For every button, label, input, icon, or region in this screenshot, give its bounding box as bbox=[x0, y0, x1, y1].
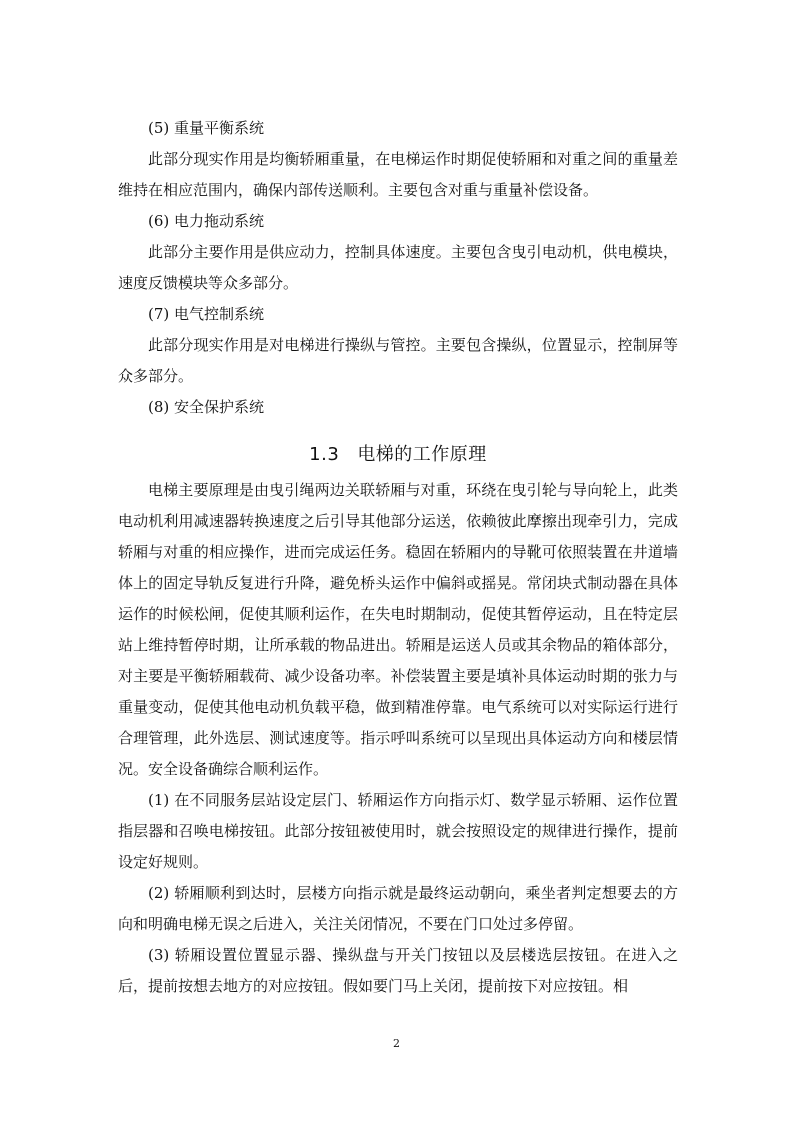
list-item: (5) 重量平衡系统 bbox=[148, 119, 265, 137]
paragraph: 此部分现实作用是对电梯进行操纵与管控。主要包含操纵，位置显示，控制屏等众多部分。 bbox=[118, 336, 678, 385]
page-content bbox=[118, 113, 678, 1002]
list-item: (6) 电力拖动系统 bbox=[148, 212, 265, 230]
section-heading bbox=[118, 437, 678, 473]
paragraph: 此部分现实作用是均衡轿厢重量，在电梯运作时期促使轿厢和对重之间的重量差维持在相应范围内，确保内部传送顺利。主要包含对重与重量补偿设备。 bbox=[118, 150, 678, 199]
paragraph: (3) 轿厢设置位置显示器、操纵盘与开关门按钮以及层楼选层按钮。在进入之后，提前按想去地方的对应按钮。假如要门马上关闭，提前按下对应按钮。相 bbox=[118, 946, 678, 995]
list-item: (8) 安全保护系统 bbox=[148, 398, 265, 416]
paragraph: 此部分主要作用是供应动力，控制具体速度。主要包含曳引电动机，供电模块，速度反馈模块等众多部分。 bbox=[118, 243, 678, 292]
section-number: 1.3 bbox=[309, 444, 340, 465]
paragraph: 电梯主要原理是由曳引绳两边关联轿厢与对重，环绕在曳引轮与导向轮上，此类电动机利用减速器转换速度之后引导其他部分运送，依赖彼此摩擦出现牵引力，完成轿厢与对重的相应操作，进而完成运任务。稳固在轿厢内的导靴可依照装置在井道墙体上的固定导轨反复进行升降，避免桥头运作中偏斜或摇晃。常闭块式制动器在具体运作的时候松闸，促使其顺利运作，在失电时期制动，促使其暂停运动，且在特定层站上维持暂停时期，让所承载的物品进出。轿厢是运送人员或其余物品的箱体部分，对主要是平衡轿厢载荷、减少设备功率。补偿装置主要是填补具体运动时期的张力与重量变动，促使其他电动机负载平稳，做到精准停靠。电气系统可以对实际运行进行合理管理，此外选层、测试速度等。指示呼叫系统可以呈现出具体运动方向和楼层情况。安全设备确综合顺利运作。 bbox=[118, 481, 678, 778]
page-number: 2 bbox=[393, 1037, 400, 1050]
list-item: (7) 电气控制系统 bbox=[148, 305, 265, 323]
paragraph: (2) 轿厢顺利到达时，层楼方向指示就是最终运动朝向，乘坐者判定想要去的方向和明确电梯无误之后进入，关注关闭情况，不要在门口处过多停留。 bbox=[118, 884, 678, 933]
paragraph: (1) 在不同服务层站设定层门、轿厢运作方向指示灯、数学显示轿厢、运作位置指层器和召唤电梯按钮。此部分按钮被使用时，就会按照设定的规律进行操作，提前设定好规则。 bbox=[118, 791, 678, 871]
section-title: 电梯的工作原理 bbox=[357, 444, 487, 465]
